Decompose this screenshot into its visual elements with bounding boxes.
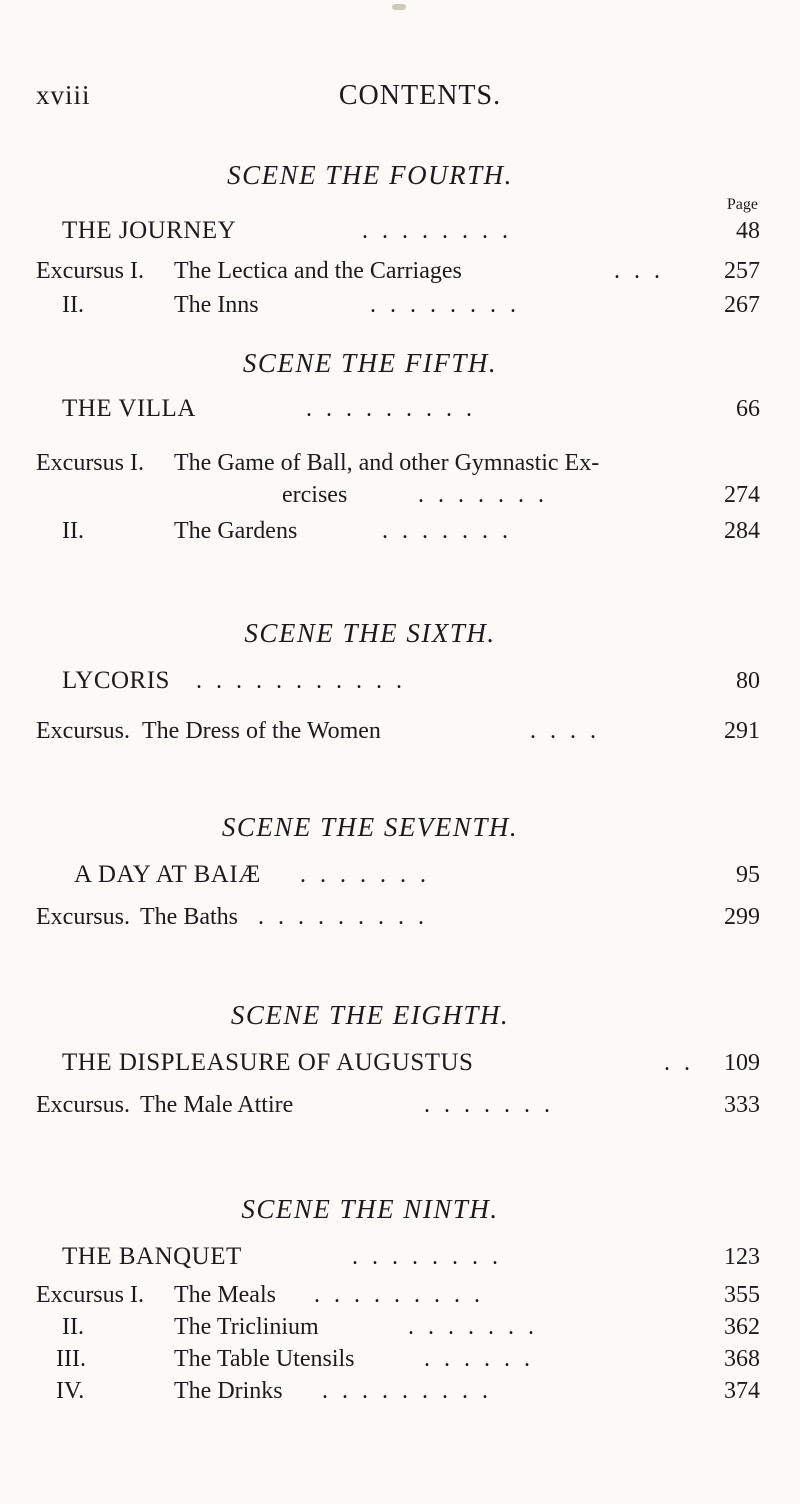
entry-page: 48 xyxy=(736,218,760,244)
toc-excursus-entry xyxy=(0,446,800,480)
excursus-label: Excursus I. xyxy=(36,450,144,476)
excursus-label: Excursus. xyxy=(36,1092,130,1118)
entry-title: The Triclinium xyxy=(174,1314,319,1340)
page-folio: xviii xyxy=(36,80,91,110)
excursus-label: Excursus. xyxy=(36,904,130,930)
leader-dots: ... xyxy=(614,258,674,284)
excursus-label: Excursus I. xyxy=(36,1282,144,1308)
entry-page: 109 xyxy=(724,1050,760,1076)
leader-dots: ....... xyxy=(382,518,522,544)
toc-excursus-entry xyxy=(0,1310,800,1344)
entry-title: THE VILLA xyxy=(62,395,196,422)
excursus-label: II. xyxy=(62,518,84,544)
entry-page: 374 xyxy=(724,1378,760,1404)
toc-excursus-entry xyxy=(0,900,800,934)
entry-page: 368 xyxy=(724,1346,760,1372)
entry-title: The Inns xyxy=(174,292,259,318)
entry-page: 355 xyxy=(724,1282,760,1308)
entry-title: LYCORIS xyxy=(62,667,170,694)
entry-title: The Meals xyxy=(174,1282,276,1308)
entry-title: The Lectica and the Carriages xyxy=(174,258,462,284)
leader-dots: ........ xyxy=(352,1244,512,1270)
leader-dots: ........ xyxy=(362,218,522,244)
entry-title: The Game of Ball, and other Gymnastic Ex- xyxy=(174,450,600,476)
entry-title: The Drinks xyxy=(174,1378,283,1404)
toc-excursus-entry xyxy=(0,288,800,322)
scene-heading: SCENE THE SIXTH. xyxy=(244,618,496,648)
entry-page: 80 xyxy=(736,668,760,694)
leader-dots: .... xyxy=(530,718,610,744)
entry-page: 291 xyxy=(724,718,760,744)
entry-title: The Gardens xyxy=(174,518,298,544)
entry-title: THE BANQUET xyxy=(62,1243,242,1270)
toc-main-entry xyxy=(0,664,800,698)
leader-dots: ....... xyxy=(424,1092,564,1118)
leader-dots: ....... xyxy=(418,482,558,508)
leader-dots: ...... xyxy=(424,1346,544,1372)
toc-main-entry xyxy=(0,1046,800,1080)
scene-heading: SCENE THE EIGHTH. xyxy=(230,1000,510,1030)
entry-title: The Dress of the Women xyxy=(142,718,381,744)
excursus-label: III. xyxy=(56,1346,86,1372)
scene-heading: SCENE THE SEVENTH. xyxy=(221,812,519,842)
entry-title-continuation: ercises xyxy=(282,482,348,508)
ink-smudge xyxy=(392,4,406,10)
scene-heading: SCENE THE FOURTH. xyxy=(227,160,513,190)
excursus-label: Excursus I. xyxy=(36,258,144,284)
toc-main-entry xyxy=(0,392,800,426)
toc-excursus-entry xyxy=(0,714,800,748)
entry-page: 66 xyxy=(736,396,760,422)
entry-page: 95 xyxy=(736,862,760,888)
leader-dots: ........ xyxy=(370,292,530,318)
page-column-label: Page xyxy=(726,196,758,213)
leader-dots: ....... xyxy=(408,1314,548,1340)
leader-dots: ........... xyxy=(196,668,416,694)
scene-heading: SCENE THE NINTH. xyxy=(241,1194,499,1224)
leader-dots: ......... xyxy=(306,396,486,422)
toc-excursus-entry xyxy=(0,254,800,288)
toc-excursus-entry xyxy=(0,1374,800,1408)
toc-main-entry xyxy=(0,858,800,892)
toc-main-entry xyxy=(0,214,800,248)
entry-title: The Baths xyxy=(140,904,238,930)
excursus-label: Excursus. xyxy=(36,718,130,744)
leader-dots: ......... xyxy=(314,1282,494,1308)
entry-title: THE JOURNEY xyxy=(62,217,237,244)
leader-dots: ......... xyxy=(258,904,438,930)
leader-dots: ....... xyxy=(300,862,440,888)
entry-page: 123 xyxy=(724,1244,760,1270)
entry-page: 333 xyxy=(724,1092,760,1118)
entry-page: 284 xyxy=(724,518,760,544)
page-header xyxy=(36,80,764,116)
toc-excursus-entry xyxy=(0,1278,800,1312)
entry-page: 257 xyxy=(724,258,760,284)
leader-dots: ......... xyxy=(322,1378,502,1404)
entry-title: The Male Attire xyxy=(140,1092,294,1118)
entry-page: 299 xyxy=(724,904,760,930)
toc-excursus-continuation xyxy=(0,478,800,512)
excursus-label: IV. xyxy=(56,1378,85,1404)
toc-excursus-entry xyxy=(0,1088,800,1122)
toc-excursus-entry xyxy=(0,514,800,548)
leader-dots: .. xyxy=(664,1050,704,1076)
entry-page: 362 xyxy=(724,1314,760,1340)
entry-page: 274 xyxy=(724,482,760,508)
excursus-label: II. xyxy=(62,1314,84,1340)
entry-page: 267 xyxy=(724,292,760,318)
toc-main-entry xyxy=(0,1240,800,1274)
scene-heading: SCENE THE FIFTH. xyxy=(242,348,498,378)
toc-excursus-entry xyxy=(0,1342,800,1376)
running-title: CONTENTS. xyxy=(338,80,502,111)
excursus-label: II. xyxy=(62,292,84,318)
entry-title: The Table Utensils xyxy=(174,1346,355,1372)
entry-title: THE DISPLEASURE OF AUGUSTUS xyxy=(62,1049,474,1076)
entry-title: A DAY AT BAIÆ xyxy=(74,861,261,888)
